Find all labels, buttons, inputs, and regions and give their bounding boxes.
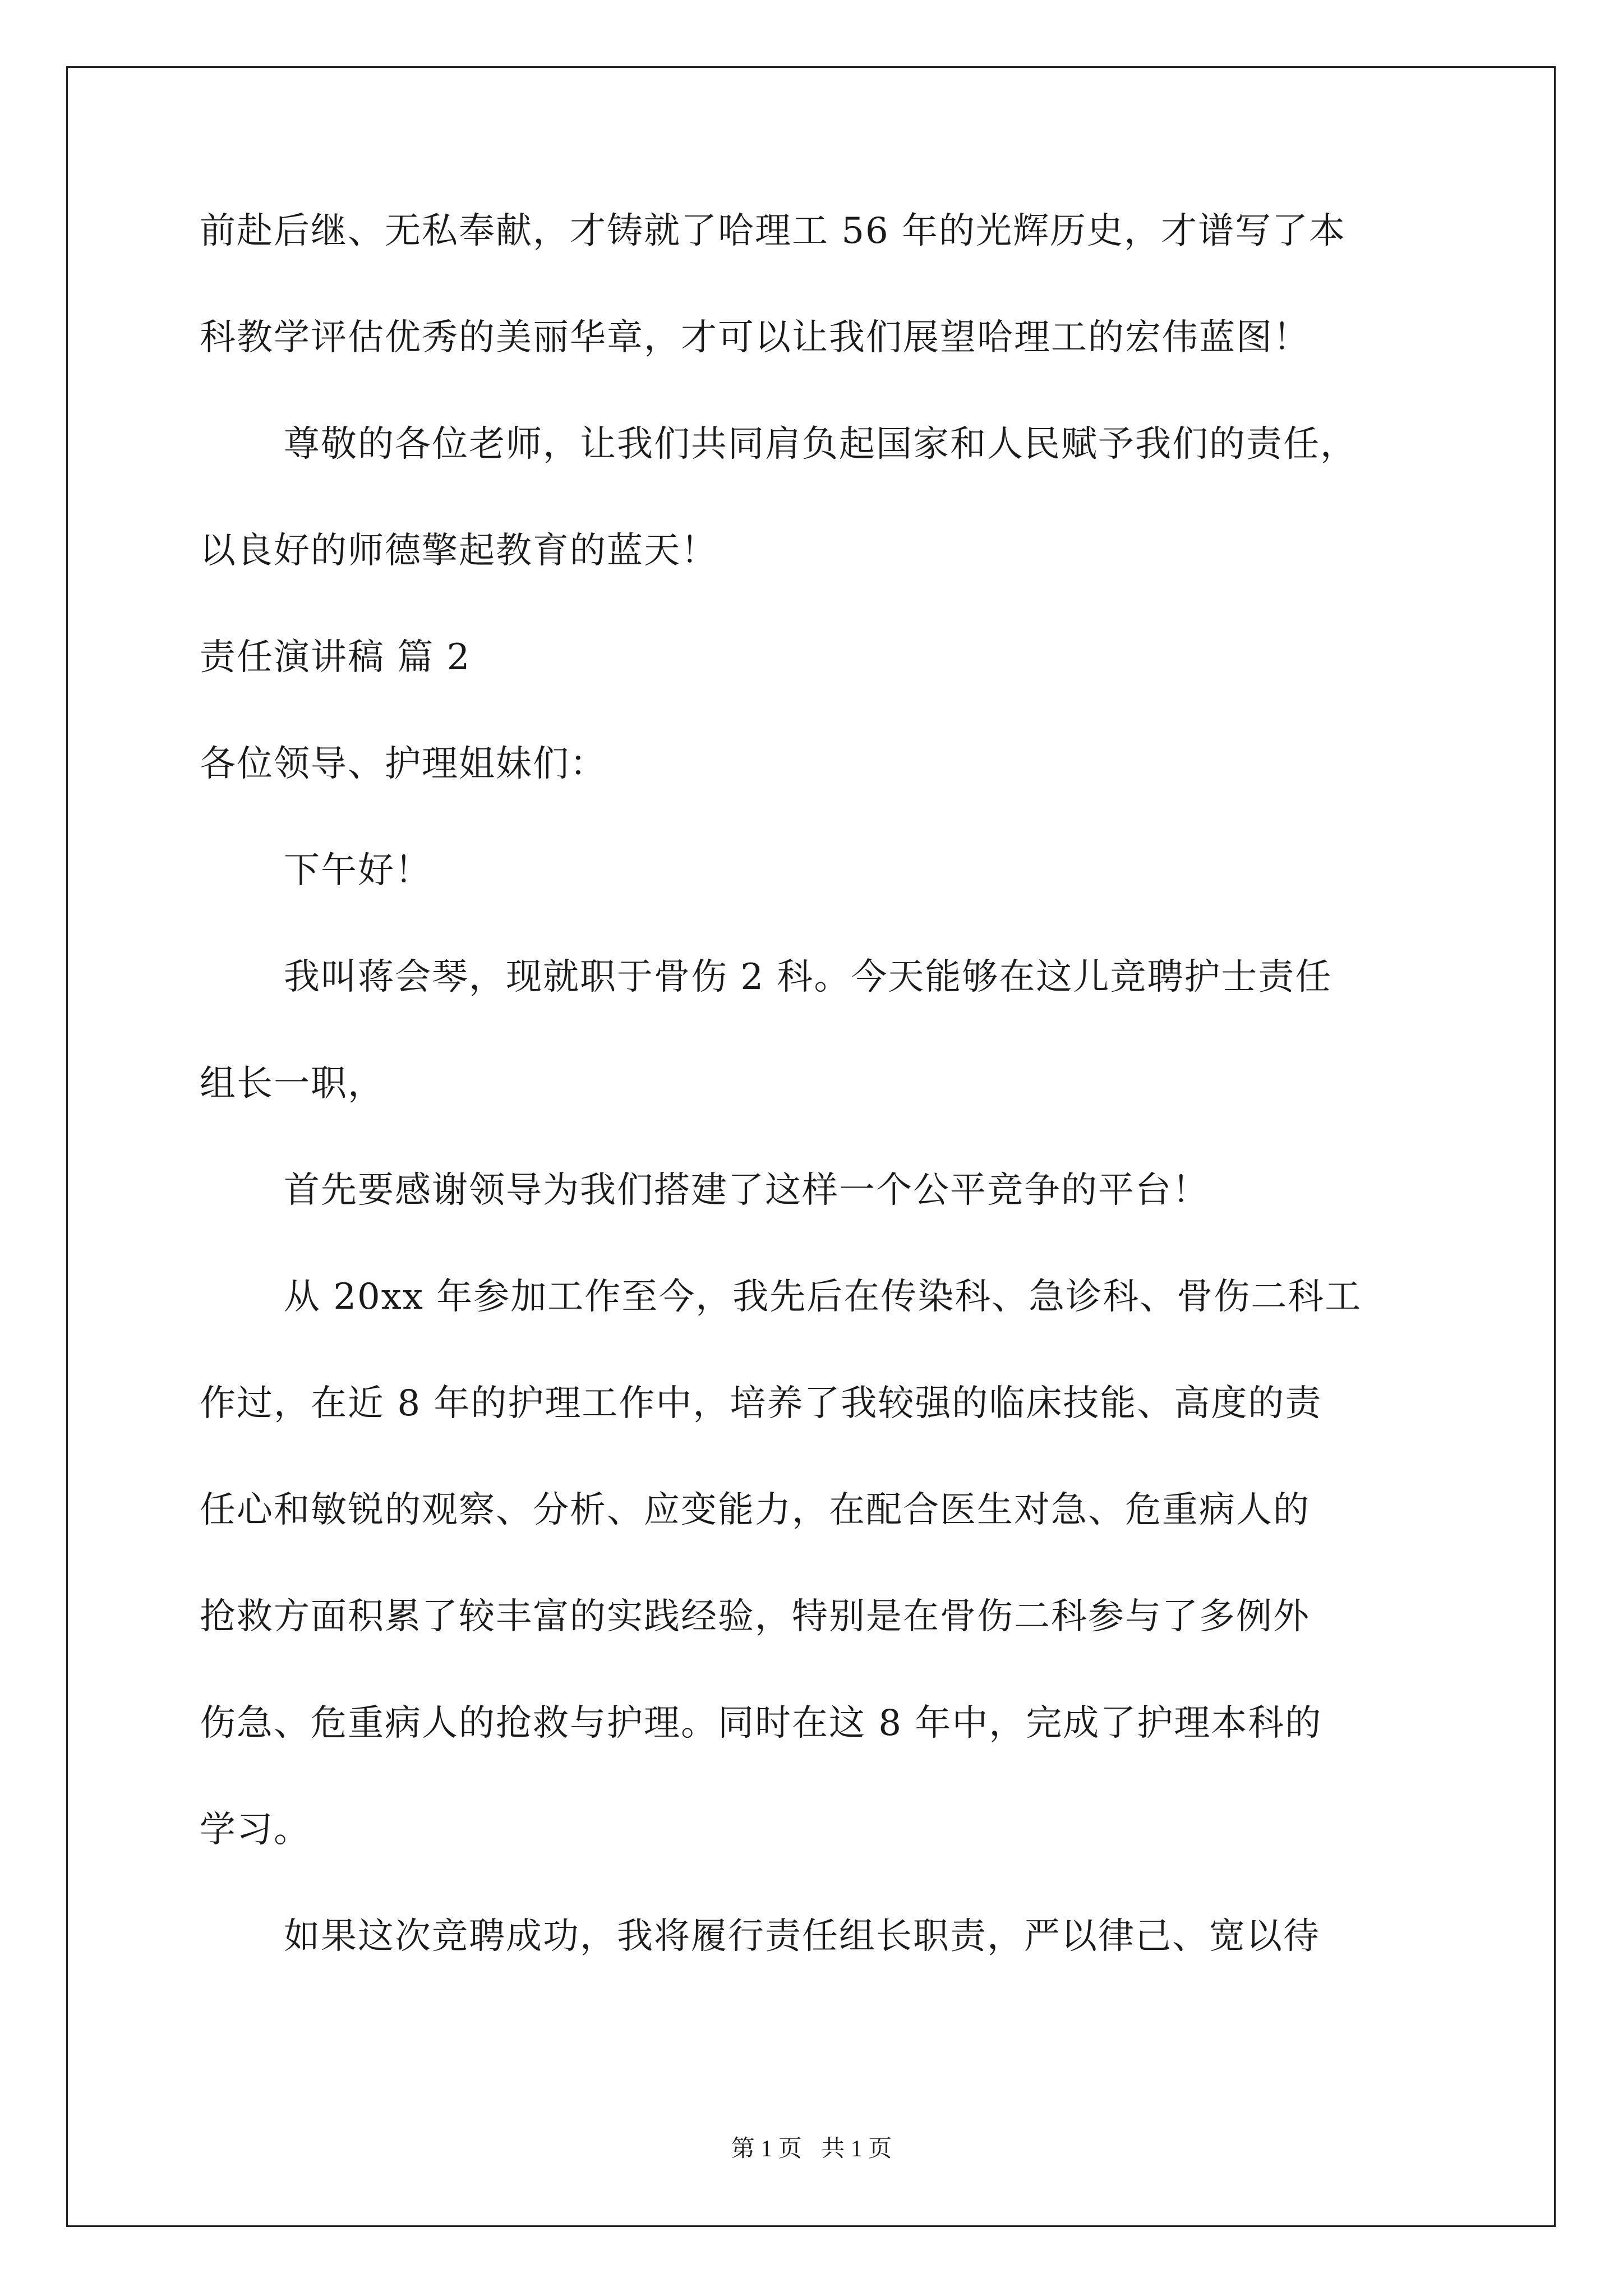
text-line: 首先要感谢领导为我们搭建了这样一个公平竞争的平台！ (284, 1170, 1209, 1211)
text-line: 任心和敏锐的观察、分析、应变能力，在配合医生对急、危重病人的 (200, 1489, 1310, 1531)
text-line: 以良好的师德擎起教育的蓝天！ (200, 530, 718, 572)
text-line: 作过，在近 8 年的护理工作中，培养了我较强的临床技能、高度的责 (200, 1383, 1322, 1424)
text-line: 学习。 (200, 1809, 311, 1851)
text-line: 前赴后继、无私奉献，才铸就了哈理工 56 年的光辉历史，才谱写了本 (200, 210, 1347, 252)
text-line: 从 20xx 年参加工作至今，我先后在传染科、急诊科、骨伤二科工 (284, 1276, 1362, 1318)
page-number: 第 1 页 (731, 2136, 802, 2162)
text-line: 尊敬的各位老师，让我们共同肩负起国家和人民赋予我们的责任， (284, 424, 1357, 465)
text-line: 抢救方面积累了较丰富的实践经验，特别是在骨伤二科参与了多例外 (200, 1596, 1310, 1637)
text-line: 伤急、危重病人的抢救与护理。同时在这 8 年中，完成了护理本科的 (200, 1703, 1322, 1744)
page-footer (0, 2137, 1623, 2161)
page-border (66, 66, 1556, 2227)
text-line: 科教学评估优秀的美丽华章，才可以让我们展望哈理工的宏伟蓝图！ (200, 317, 1310, 358)
text-line: 组长一职， (200, 1063, 385, 1105)
page-total: 共 1 页 (821, 2136, 892, 2162)
text-line: 我叫蒋会琴，现就职于骨伤 2 科。今天能够在这儿竞聘护士责任 (284, 956, 1332, 998)
section-heading: 责任演讲稿 篇 2 (200, 637, 471, 678)
text-line: 如果这次竞聘成功，我将履行责任组长职责，严以律己、宽以待 (284, 1916, 1320, 1957)
salutation: 各位领导、护理姐妹们： (200, 743, 607, 785)
greeting: 下午好！ (284, 850, 432, 891)
